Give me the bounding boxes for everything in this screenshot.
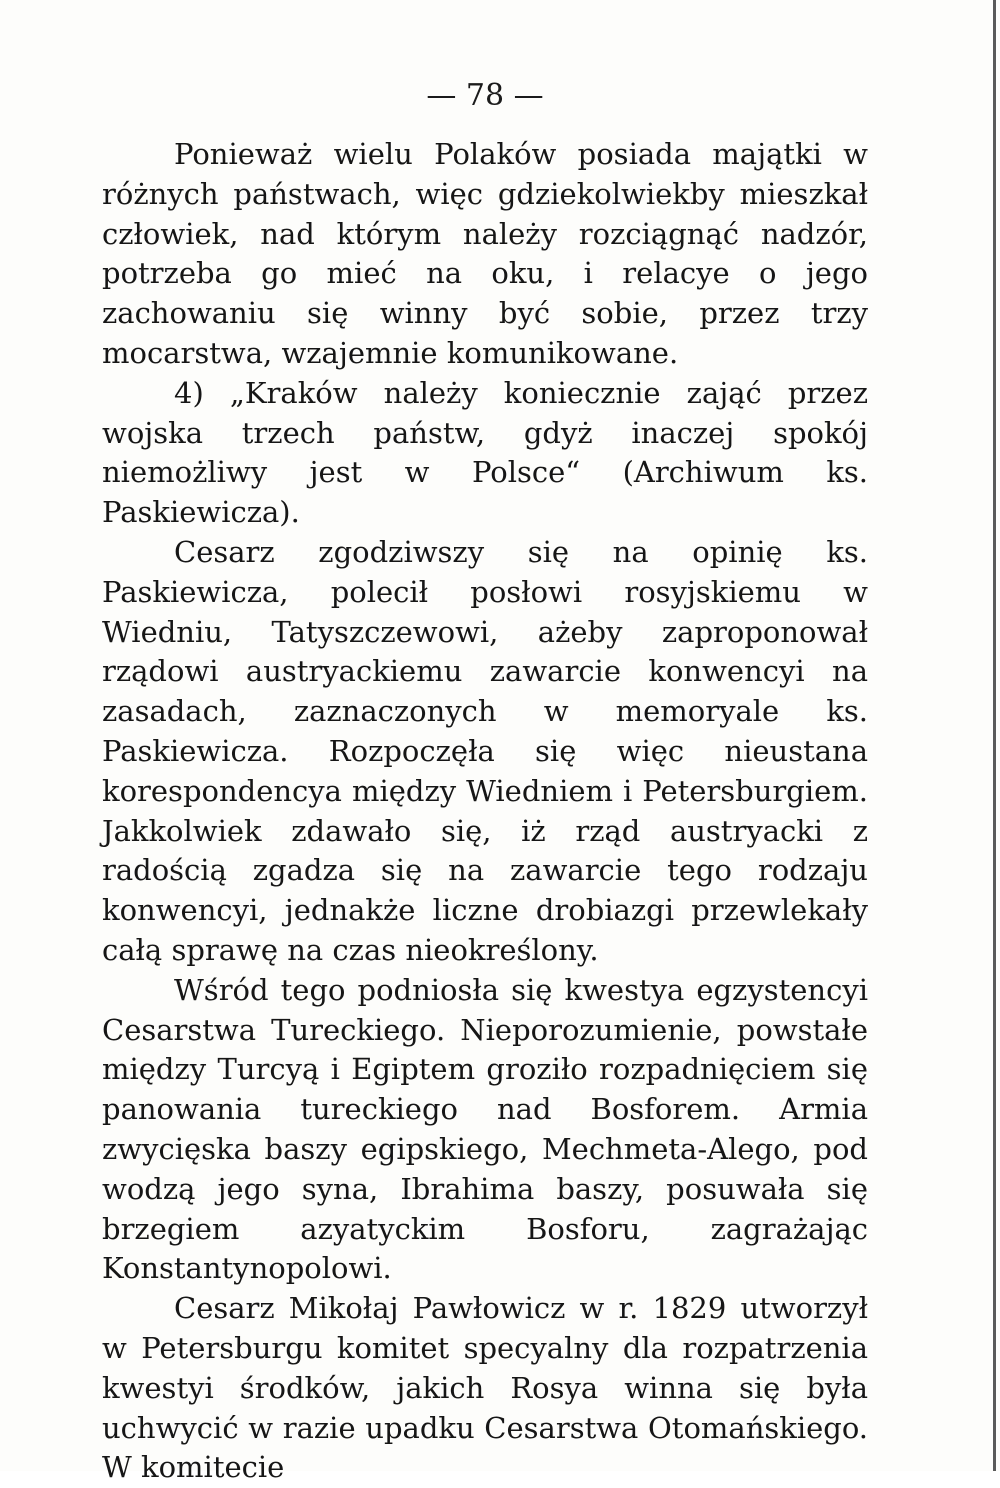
paragraph-5: Cesarz Mikołaj Pawłowicz w r. 1829 utworzył w Petersburgu komitet specyalny dla rozpatrzenia kwestyi środków, jakich Rosya winna się była uchwycić w razie upadku Cesarstwa Otomańskiego. W komitecie <box>102 1291 868 1485</box>
paragraph-3: Cesarz zgodziwszy się na opinię ks. Paskiewicza, polecił posłowi rosyjskiemu w Wiedniu, Tatyszczewowi, ażeby zaproponował rządowi austryackiemu zawarcie konwencyi na zasadach, zaznaczonych w memoryale ks. Paskiewicza. Rozpoczęła się więc nieustana korespondencya między Wiedniem i Petersburgiem. Jakkolwiek zdawało się, iż rząd austryacki z radością zgadza się na zawarcie tego rodzaju konwencyi, jednakże liczne drobiazgi przewlekały całą sprawę na czas nieokreślony. <box>102 534 868 967</box>
page-body <box>102 135 868 1488</box>
page-edge-line <box>993 0 996 1471</box>
paragraph-4: Wśród tego podniosła się kwestya egzystencyi Cesarstwa Tureckiego. Nieporozumienie, powstałe między Turcyą i Egiptem groziło rozpadnięciem się panowania tureckiego nad Bosforem. Armia zwycięska baszy egipskiego, Mechmeta-Alego, pod wodzą jego syna, Ibrahima baszy, posuwała się brzegiem azyatyckim Bosforu, zagrażając Konstantynopolowi. <box>102 972 868 1286</box>
page-number: — 78 — <box>426 78 544 113</box>
paragraph-1: Ponieważ wielu Polaków posiada majątki w różnych państwach, więc gdziekolwiekby mieszkał człowiek, nad którym należy rozciągnąć nadzór, potrzeba go mieć na oku, i relacye o jego zachowaniu się winny być sobie, przez trzy mocarstwa, wzajemnie komunikowane. <box>102 137 868 370</box>
paragraph-2: 4) „Kraków należy koniecznie zająć przez wojska trzech państw, gdyż inaczej spokój niemożliwy jest w Polsce“ (Archiwum ks. Paskiewicza). <box>102 375 868 530</box>
